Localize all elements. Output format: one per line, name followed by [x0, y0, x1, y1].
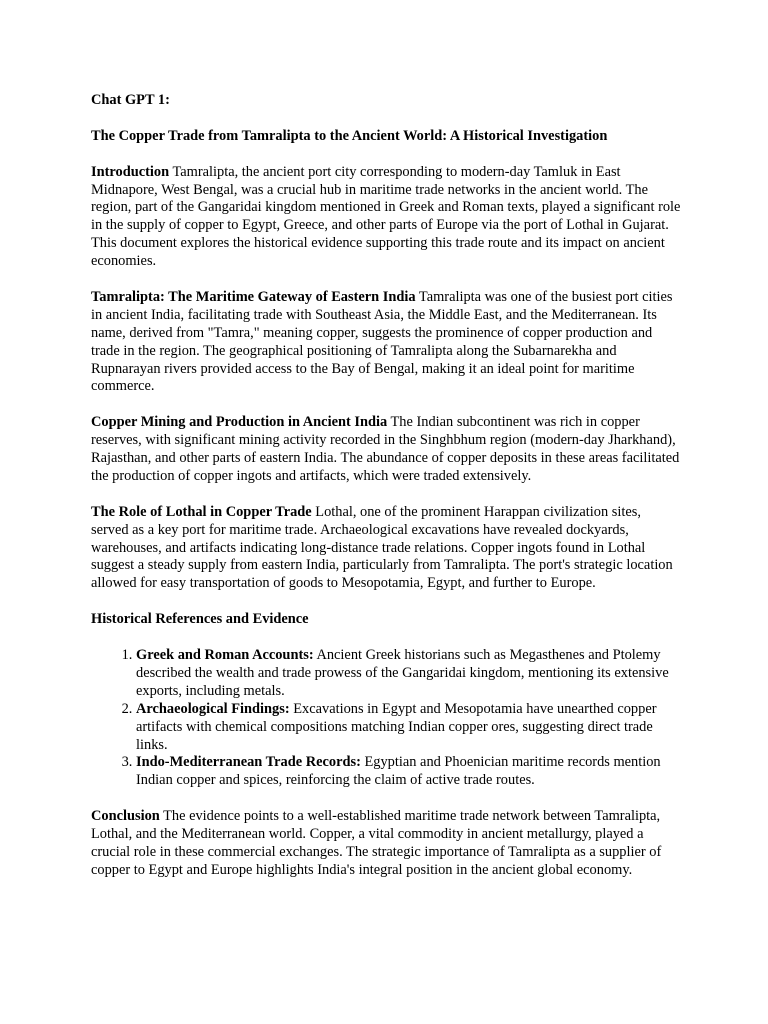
reference-text: Excavations in Egypt and Mesopotamia have unearthed copper artifacts with chemical compositions matching Indian copper ores, suggesting direct trade links.	[136, 700, 657, 753]
section-heading: Conclusion	[91, 808, 160, 825]
section-text: The evidence points to a well-established maritime trade network between Tamralipta, Lothal, and the Mediterranean world. Copper, a vital commodity in ancient metallurgy, played a crucial role in these commercial exchanges. The strategic importance of Tamralipta as a supplier of copper to Egypt and Europe highlights India's integral position in the ancient global economy.	[91, 808, 662, 878]
list-item	[136, 701, 681, 755]
document-body	[91, 92, 681, 898]
section-text: Lothal, one of the prominent Harappan civilization sites, served as a key port for maritime trade. Archaeological excavations have revealed dockyards, warehouses, and artifacts indicating long-distance trade relations. Copper ingots found in Lothal suggest a steady supply from eastern India, particularly from Tamralipta. The port's strategic location allowed for easy transportation of goods to Mesopotamia, Egypt, and further to Europe.	[91, 503, 673, 592]
section-heading: The Role of Lothal in Copper Trade	[91, 503, 312, 520]
reference-lead: Archaeological Findings:	[136, 700, 290, 717]
section-lothal	[91, 504, 681, 594]
references-list	[91, 647, 681, 790]
section-heading: Introduction	[91, 163, 170, 180]
section-text: Tamralipta, the ancient port city corresponding to modern-day Tamluk in East Midnapore, West Bengal, was a crucial hub in maritime trade networks in the ancient world. The region, part of the Gangaridai kingdom mentioned in Greek and Roman texts, played a significant role in the supply of copper to Egypt, Greece, and other parts of Europe via the port of Lothal in Gujarat. This document explores the historical evidence supporting this trade route and its impact on ancient economies.	[91, 163, 681, 270]
document-heading: Chat GPT 1:	[91, 92, 170, 108]
reference-text: Egyptian and Phoenician maritime records mention Indian copper and spices, reinforcing the claim of active trade routes.	[136, 754, 661, 789]
list-item	[136, 647, 681, 701]
references-heading: Historical References and Evidence	[91, 611, 309, 628]
section-conclusion	[91, 808, 681, 880]
section-heading: Tamralipta: The Maritime Gateway of Eastern India	[91, 288, 416, 305]
list-item	[136, 754, 681, 790]
section-copper-mining	[91, 414, 681, 486]
section-text: Tamralipta was one of the busiest port cities in ancient India, facilitating trade with Southeast Asia, the Middle East, and the Mediterranean. Its name, derived from "Tamra," meaning copper, suggests the prominence of copper production and trade in the region. The geographical positioning of Tamralipta along the Subarnarekha and Rupnarayan rivers provided access to the Bay of Bengal, making it an ideal point for maritime commerce.	[91, 288, 673, 395]
reference-lead: Greek and Roman Accounts:	[136, 646, 314, 663]
document-title: The Copper Trade from Tamralipta to the Ancient World: A Historical Investigation	[91, 127, 608, 144]
reference-text: Ancient Greek historians such as Megasthenes and Ptolemy described the wealth and trade prowess of the Gangaridai kingdom, mentioning its extensive exports, including metals.	[136, 646, 669, 699]
section-introduction	[91, 164, 681, 271]
reference-lead: Indo-Mediterranean Trade Records:	[136, 754, 361, 771]
section-maritime-gateway	[91, 289, 681, 396]
section-text: The Indian subcontinent was rich in copper reserves, with significant mining activity recorded in the Singhbhum region (modern-day Jharkhand), Rajasthan, and other parts of eastern India. The abundance of copper deposits in these areas facilitated the production of copper ingots and artifacts, which were traded extensively.	[91, 414, 680, 484]
section-heading: Copper Mining and Production in Ancient India	[91, 414, 388, 431]
